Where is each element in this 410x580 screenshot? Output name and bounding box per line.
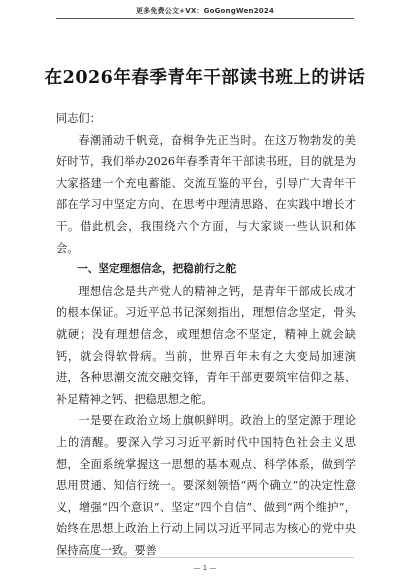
document-body — [56, 108, 356, 561]
intro-paragraph: 春潮涌动千帆竞，奋楫争先正当时。在这万物勃发的美好时节，我们举办2026年春季青年干部读书班，目的就是为大家搭建一个充电蓄能、交流互鉴的平台，引导广大青年干部在学习中坚定方向、在思考中理清思路、在实践中增长才干。借此机会，我围绕六个方面，与大家谈一些认识和体会。 — [56, 133, 356, 255]
section1-paragraph-2: 一是要在政治立场上旗帜鲜明。政治上的坚定源于理论上的清醒。要深入学习习近平新时代中国特色社会主义思想，全面系统掌握这一思想的基本观点、科学体系，做到学思用贯通、知信行统一。要深刻领悟“两个确立”的决定性意义，增强“四个意识”、坚定“四个自信”、做到“两个维护”，始终在思想上政治上行动上同以习近平同志为核心的党中央保持高度一致。要善 — [56, 414, 356, 557]
footer-divider — [56, 557, 354, 558]
page-number: — 1 — — [193, 564, 217, 572]
document-title: 在2026年春季青年干部读书班上的讲话 — [44, 68, 366, 88]
header-divider — [56, 18, 354, 19]
header-note: 更多免费公文+VX：GoGongWen2024 — [135, 7, 275, 15]
salutation: 同志们： — [56, 112, 101, 125]
section1-paragraph-1: 理想信念是共产党人的精神之钙，是青年干部成长成才的根本保证。习近平总书记深刻指出，理想信念坚定，骨头就硬；没有理想信念，或理想信念不坚定，精神上就会缺钙，就会得软骨病。当前，世界百年未有之大变局加速演进，各种思潮交流交融交锋，青年干部更要筑牢信仰之基、补足精神之钙、把稳思想之舵。 — [56, 284, 356, 406]
section-heading-1: 一、坚定理想信念，把稳前行之舵 — [77, 263, 237, 276]
